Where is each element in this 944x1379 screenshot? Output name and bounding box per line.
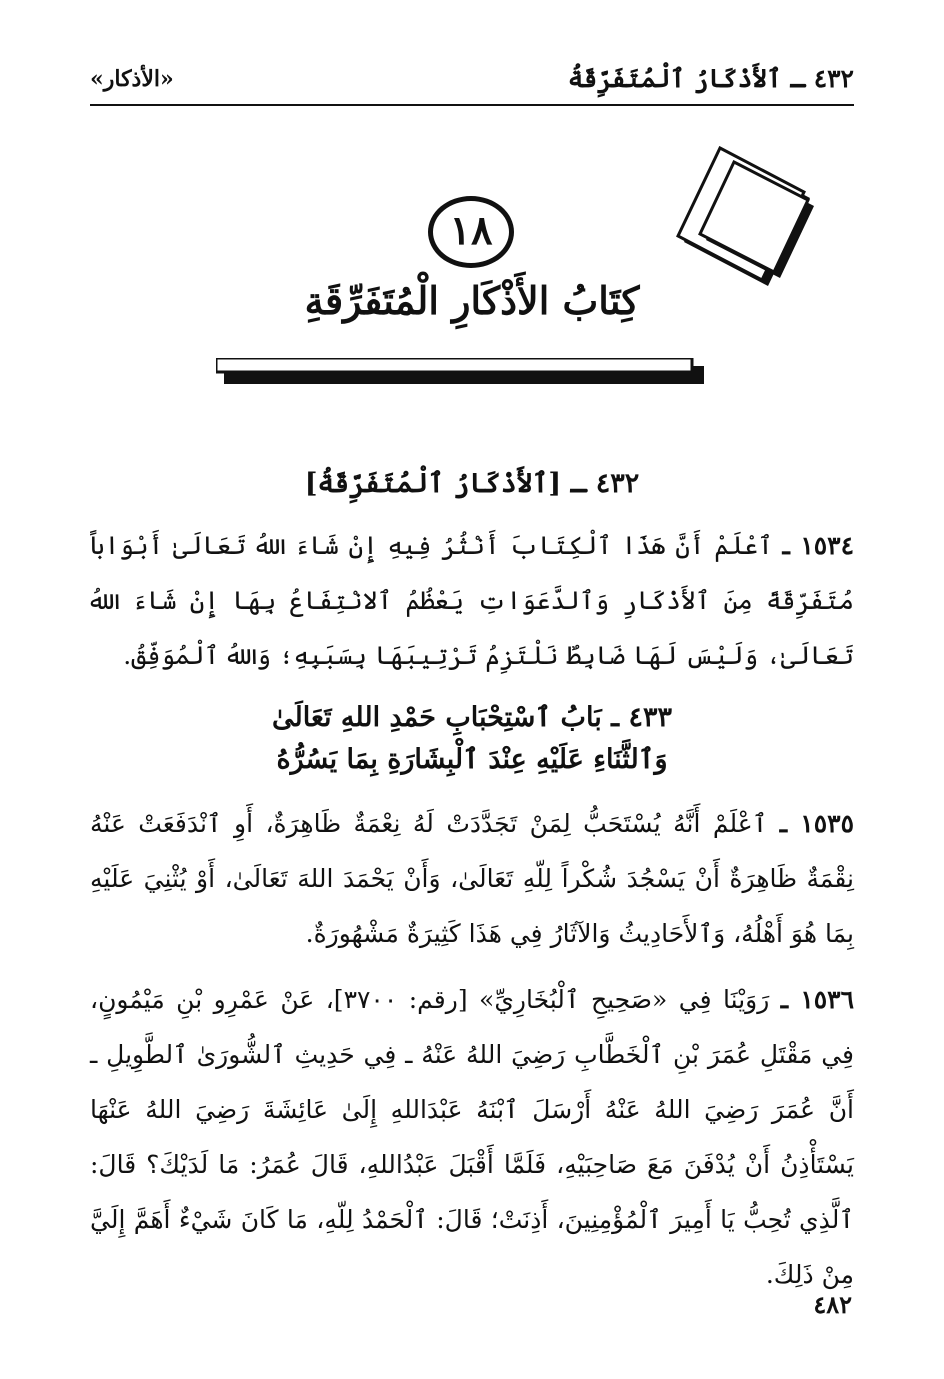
- running-header: [90, 58, 854, 102]
- section-heading-433-line2: وَٱلثَّنَاءِ عَلَيْهِ عِنْدَ ٱلْبِشَارَةِ بِمَا يَسُرُّهُ: [276, 744, 668, 775]
- header-section-title: ٤٣٢ ـ ٱلأَذْكَارُ ٱلْمُتَفَرِّقَةُ: [567, 64, 854, 93]
- chapter-ornament: [668, 146, 818, 296]
- paragraph-1535: [90, 796, 854, 961]
- section-heading-433-line1: ٤٣٣ ـ بَابُ ٱسْتِحْبَابِ حَمْدِ اللهِ تَعَالَىٰ: [272, 702, 672, 733]
- paragraph-1534: [90, 518, 854, 683]
- paragraph-text: ٱعْلَمْ أَنَّ هَذَا ٱلْكِتَابَ أَنْثُرُ فِيهِ إِنْ شَاءَ اللهُ تَعَالَىٰ أَبْوَاباً مُتَفَرِّقَةً مِنَ ٱلأَذْكَارِ وَٱلدَّعَوَاتِ يَعْظُمُ ٱلانْتِفَاعُ بِهَا إِنْ شَاءَ اللهُ تَعَالَىٰ، وَلَيْسَ لَهَا ضَابِطٌ نَلْتَزِمُ تَرْتِيبَهَا بِسَبَبِهِ؛ وَاللهُ ٱلْمُوَفِّقُ.: [90, 531, 854, 670]
- chapter-title: كِتَابُ الأَذْكَارِ الْمُتَفَرِّقَةِ: [304, 278, 640, 323]
- paragraph-number: ١٥٣٦ ـ: [780, 985, 855, 1014]
- header-book-name: «الأذكار»: [90, 66, 174, 92]
- paragraph-text: رَوَيْنَا فِي «صَحِيحِ ٱلْبُخَارِيِّ» [رقم: ٣٧٠٠]، عَنْ عَمْرِو بْنِ مَيْمُونٍ، فِي مَقْتَلِ عُمَرَ بْنِ ٱلْخَطَّابِ رَضِيَ اللهُ عَنْهُ ـ فِي حَدِيثِ ٱلشُّورَىٰ ٱلطَّوِيلِ ـ أَنَّ عُمَرَ رَضِيَ اللهُ عَنْهُ أَرْسَلَ ٱبْنَهُ عَبْدَاللهِ إِلَىٰ عَائِشَةَ رَضِيَ اللهُ عَنْهَا يَسْتَأْذِنُ أَنْ يُدْفَنَ مَعَ صَاحِبَيْهِ، فَلَمَّا أَقْبَلَ عَبْدُاللهِ، قَالَ عُمَرُ: مَا لَدَيْكَ؟ قَالَ: ٱلَّذِي تُحِبُّ يَا أَمِيرَ ٱلْمُؤْمِنِينَ، أَذِنَتْ؛ قَالَ: ٱلْحَمْدُ لِلّهِ، مَا كَانَ شَيْءٌ أَهَمَّ إِلَيَّ مِنْ ذَلِكَ.: [90, 985, 854, 1289]
- page-number: ٤٨٢: [813, 1290, 852, 1319]
- paragraph-number: ١٥٣٥ ـ: [779, 809, 854, 838]
- header-rule: [90, 104, 854, 106]
- paragraph-text: ٱعْلَمْ أَنَّهُ يُسْتَحَبُّ لِمَنْ تَجَدَّدَتْ لَهُ نِعْمَةٌ ظَاهِرَةٌ، أَوِ ٱنْدَفَعَتْ عَنْهُ نِقْمَةٌ ظَاهِرَةٌ أَنْ يَسْجُدَ شُكْراً لِلّهِ تَعَالَىٰ، وَأَنْ يَحْمَدَ اللهَ تَعَالَىٰ، أَوْ يُثْنِيَ عَلَيْهِ بِمَا هُوَ أَهْلُهُ، وَٱلأَحَادِيثُ وَالآثَارُ فِي هَذَا كَثِيرَةٌ مَشْهُورَةٌ.: [90, 809, 854, 948]
- title-underline-bar: [216, 358, 704, 384]
- section-heading-432: ٤٣٢ ـ [ٱلأَذْكَارُ ٱلْمُتَفَرِّقَةُ]: [304, 468, 640, 499]
- paragraph-number: ١٥٣٤ ـ: [782, 531, 855, 560]
- paragraph-1536: [90, 972, 854, 1302]
- chapter-number-badge: ١٨: [428, 196, 514, 268]
